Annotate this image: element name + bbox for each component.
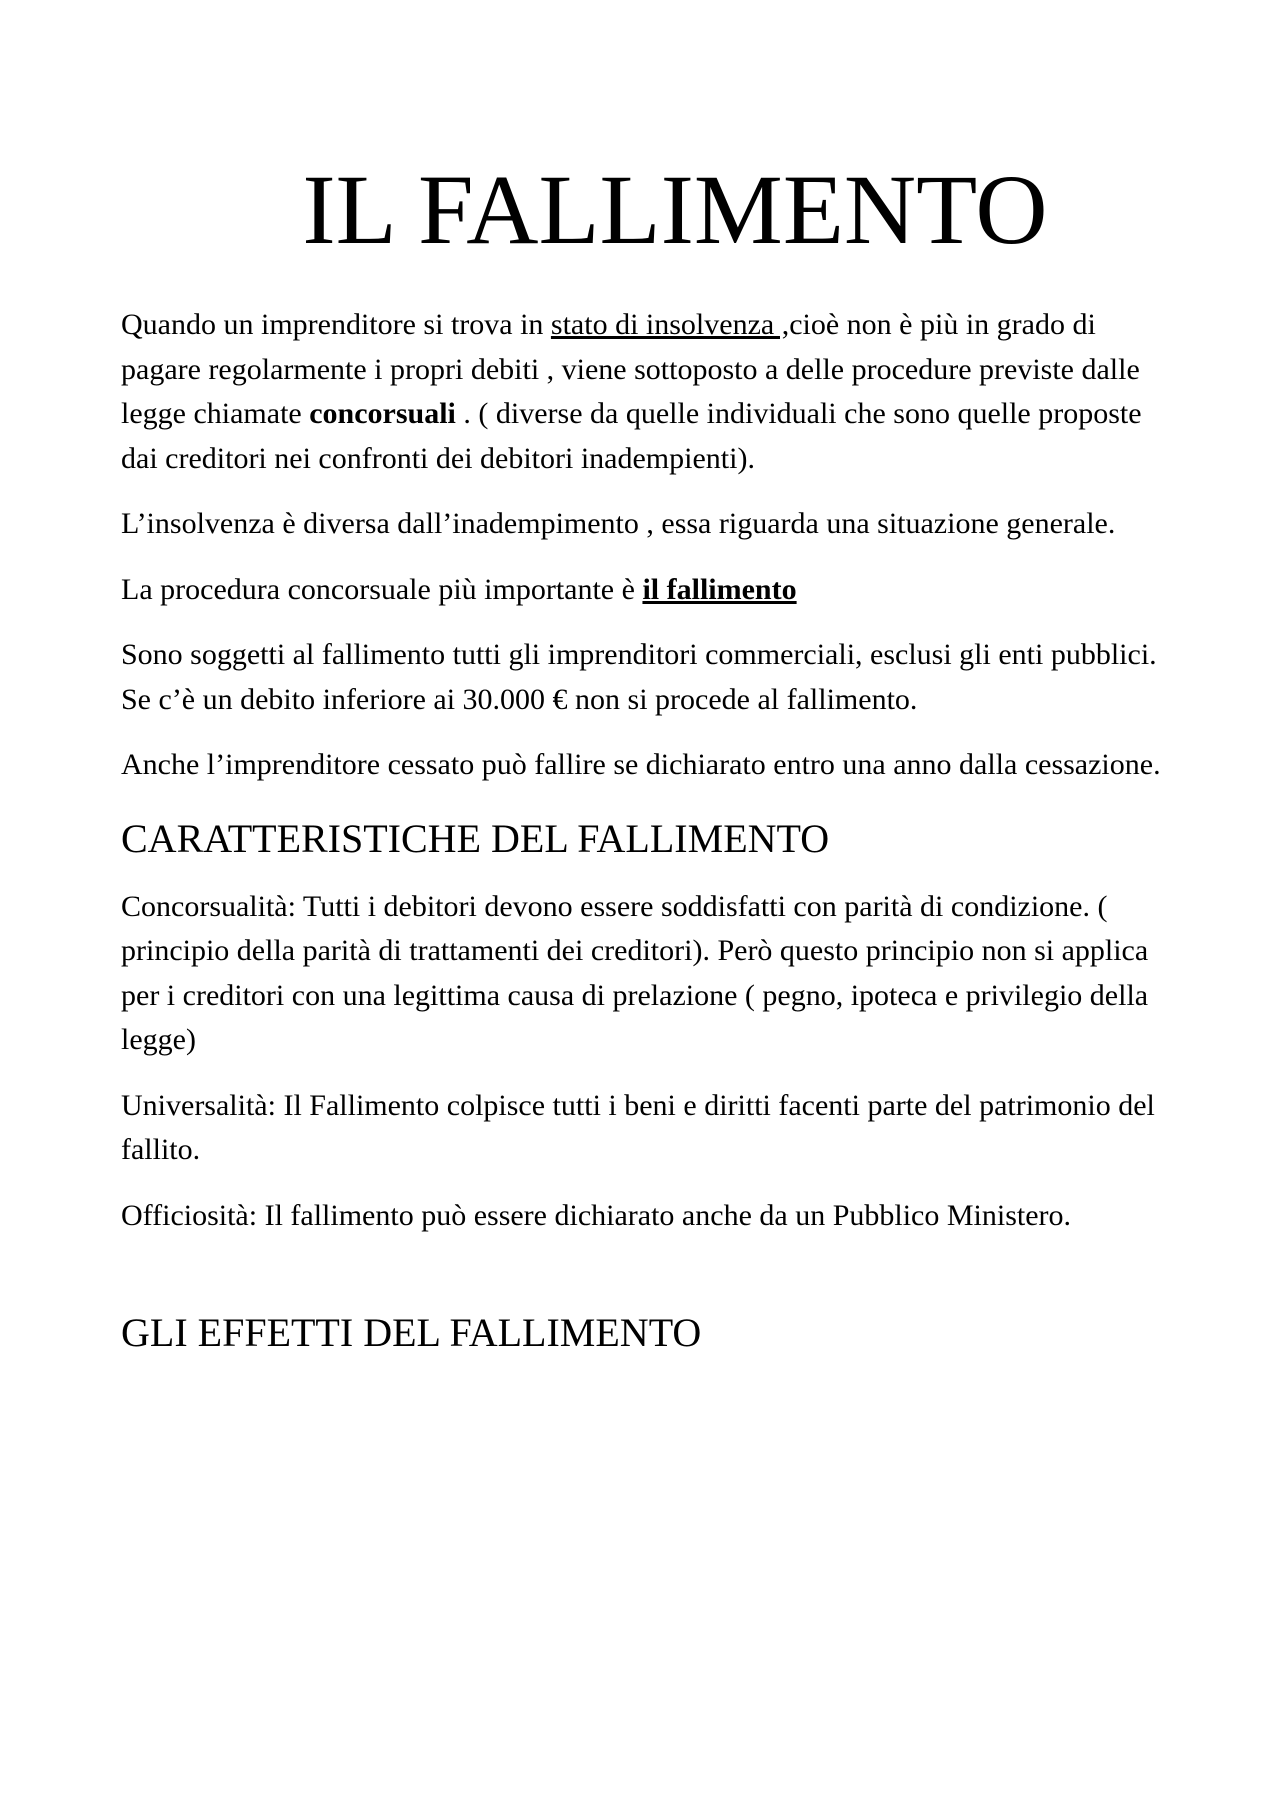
document-title: IL FALLIMENTO [302,154,1048,265]
paragraph-concorsualita: Concorsualità: Tutti i debitori devono essere soddisfatti con parità di condizione. ( principio della parità di trattamenti dei creditori). Però questo principio non si applica per i creditori con una legittima causa di prelazione ( pegno, ipoteca e privilegio della legge) [121,889,1149,1056]
section-heading-effects: GLI EFFETTI DEL FALLIMENTO [121,1310,702,1355]
paragraph-text: La procedura concorsuale più importante è [121,572,643,606]
paragraph-text: Quando un imprenditore si trova in [121,308,551,341]
underlined-term-insolvency: stato di insolvenza , [550,308,790,341]
section-heading-characteristics: CARATTERISTICHE DEL FALLIMENTO [121,815,830,861]
paragraph-text: cioè non è più in grado di pagare regolarmente i propri debiti , viene sottoposto a delle procedure previste dalle legge chiamate [121,308,1140,430]
bold-term-concorsuali: concorsuali [309,397,456,430]
paragraph-main-procedure [121,568,1181,613]
paragraph-subjects: Sono soggetti al fallimento tutti gli imprenditori commerciali, esclusi gli enti pubblici. Se c’è un debito inferiore ai 30.000 € non si procede al fallimento. [121,638,1157,716]
paragraph-text: . ( diverse da quelle individuali che sono quelle proposte dai creditori nei confronti dei debitori inadempienti). [121,397,1142,475]
paragraph-ceased-entrepreneur: Anche l’imprenditore cessato può fallire se dichiarato entro una anno dalla cessazione. [121,748,1161,781]
spacer [121,1259,1181,1303]
paragraph-officiosita: Officiosità: Il fallimento può essere dichiarato anche da un Pubblico Ministero. [121,1198,1072,1232]
paragraph-insolvency-intro [121,303,1181,481]
document-body [121,303,1181,1379]
paragraph-insolvency-difference: L’insolvenza è diversa dall’inadempimento , essa riguarda una situazione generale. [121,507,1116,540]
paragraph-universalita: Universalità: Il Fallimento colpisce tutti i beni e diritti facenti parte del patrimonio del fallito. [121,1088,1155,1166]
bold-underlined-term-fallimento: il fallimento [642,572,797,606]
